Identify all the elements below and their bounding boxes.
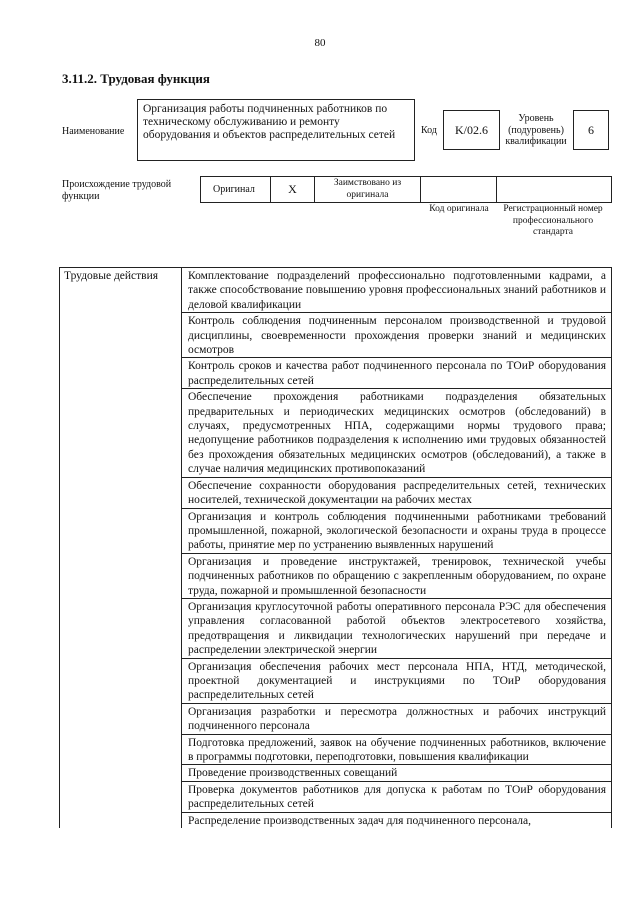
labor-actions-list — [182, 268, 611, 828]
origin-label: Происхождение трудовой функции — [62, 179, 172, 202]
labor-action-row: Обеспечение прохождения работниками подразделения обязательных предварительных и периодических медицинских осмотров (обследований) в случаях, предусмотренных НПА, содержащими нормы трудового права; недопущение работников подразделения к исполнению ими трудовых обязанностей без прохождения обязательных медицинских осмотров (обследований), а также в случае наличия медицинских противопоказаний — [182, 389, 611, 477]
labor-action-row: Организация круглосуточной работы оперативного персонала РЭС для обеспечения управления согласованной работой объектов электросетевого хозяйства, предотвращения и ликвидации технологических нарушений при передаче и распределении электрической энергии — [182, 599, 611, 659]
function-code-box: K/02.6 — [443, 110, 500, 150]
labor-action-row: Проведение производственных совещаний — [182, 765, 611, 781]
labor-action-row: Распределение производственных задач для подчиненного персонала, — [188, 814, 532, 827]
labor-action-row: Организация обеспечения рабочих мест персонала НПА, НТД, методической, проектной документацией и инструкциями по ТОиР оборудования распределительных сетей — [182, 659, 611, 704]
labor-actions-header: Трудовые действия — [60, 268, 182, 828]
origin-code-caption: Код оригинала — [429, 204, 489, 214]
reg-number-caption: Регистрационный номер профессионального стандарта — [503, 204, 603, 237]
reg-number-cell — [497, 177, 611, 202]
original-label: Оригинал — [213, 184, 255, 195]
borrowed-label: Заимствовано из оригинала — [333, 178, 402, 200]
labor-action-row: Организация и проведение инструктажей, тренировок, технической учебы подчиненных работников по обращению с закрепленным оборудованием, по охране труда, пожарной и промышленной безопасности — [182, 554, 611, 599]
origin-code-cell — [421, 177, 497, 202]
borrowed-cell — [315, 177, 421, 202]
original-mark: X — [288, 182, 297, 196]
labor-action-row: Обеспечение сохранности оборудования распределительных сетей, технических носителей, технической документации на рабочих местах — [182, 478, 611, 509]
origin-row — [200, 176, 612, 203]
labor-action-row: Организация разработки и пересмотра должностных и рабочих инструкций подчиненного персонала — [182, 704, 611, 735]
labor-action-row: Контроль сроков и качества работ подчиненного персонала по ТОиР оборудования распределительных сетей — [182, 358, 611, 389]
original-mark-cell — [271, 177, 315, 202]
function-name-box: Организация работы подчиненных работников по техническому обслуживанию и ремонту оборудования и объектов распределительных сетей — [137, 99, 415, 161]
page-number: 80 — [314, 37, 326, 49]
code-label: Код — [421, 125, 437, 136]
section-title: 3.11.2. Трудовая функция — [62, 71, 210, 86]
labor-action-row: Комплектование подразделений профессионально подготовленными кадрами, а также способствование повышению уровня профессиональных знаний работников и деловой квалификации — [182, 268, 611, 313]
labor-action-row: Контроль соблюдения подчиненным персоналом производственной и трудовой дисциплины, своевременности прохождения проверки знаний и медицинских осмотров — [182, 313, 611, 358]
labor-action-row: Проверка документов работников для допуска к работам по ТОиР оборудования распределительных сетей — [182, 782, 611, 813]
labor-action-row: Подготовка предложений, заявок на обучение подчиненных работников, включение в программы подготовки, переподготовки, повышения квалификации — [182, 735, 611, 766]
name-label: Наименование — [62, 126, 125, 137]
level-label: Уровень (подуровень) квалификации — [505, 113, 567, 147]
original-cell — [201, 177, 271, 202]
labor-actions-table — [59, 267, 612, 828]
labor-action-row: Организация и контроль соблюдения подчиненными работниками требований промышленной, пожарной, экологической безопасности и охраны труда в процессе работы, принятие мер по устранению выявленных нарушений — [182, 509, 611, 554]
qualification-level-box: 6 — [573, 110, 609, 150]
